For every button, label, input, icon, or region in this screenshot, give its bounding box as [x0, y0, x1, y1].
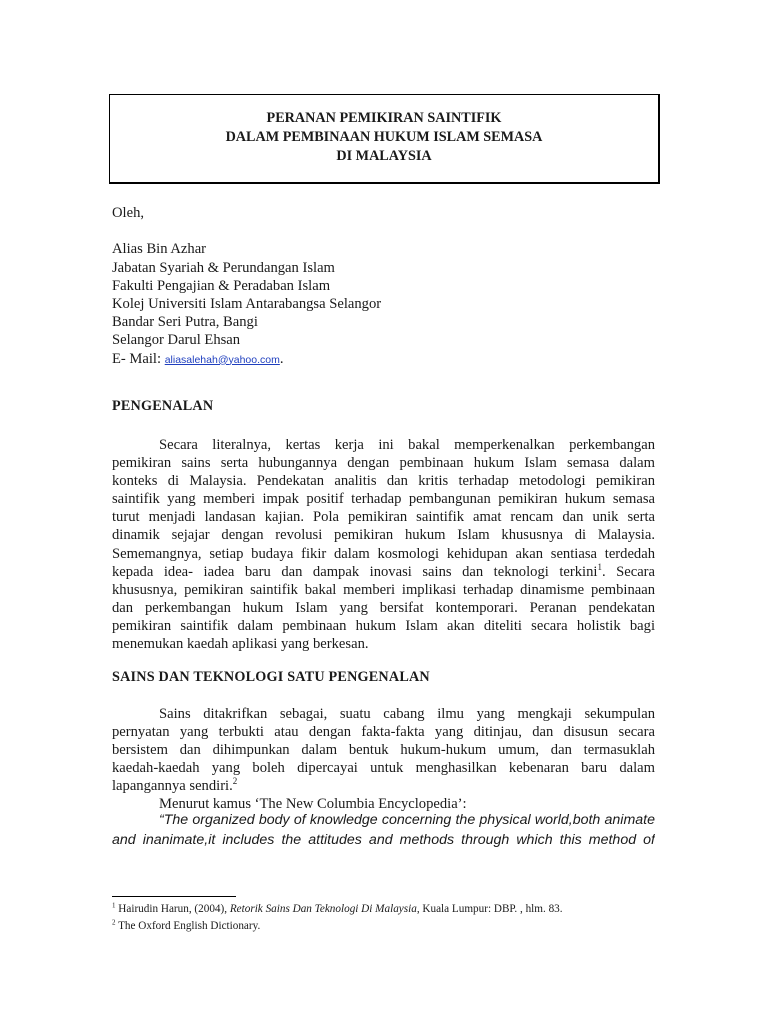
by-label: Oleh,	[112, 205, 145, 221]
text-line	[112, 777, 655, 795]
text-line	[112, 563, 655, 581]
text-line: dinamik sejajar dengan revolusi pemikiran hukum Islam khususnya di Malaysia.	[112, 527, 655, 544]
email-line	[112, 350, 672, 369]
paragraph-intro	[112, 436, 655, 653]
email-suffix: .	[279, 350, 284, 367]
text-fragment: . Secara	[601, 563, 655, 580]
quote-line: “The organized body of knowledge concerning the physical world,both animate	[159, 812, 655, 828]
text-line: Sememangnya, setiap budaya fikir dalam kosmologi kehidupan akan sentiasa terdedah	[112, 545, 655, 562]
text-line: dan perkembangan hukum Islam yang bersifat kontemporari. Peranan pendekatan	[112, 599, 655, 616]
author-block	[112, 204, 672, 369]
email-link[interactable]: aliasalehah@yahoo.com	[164, 353, 280, 366]
footnotes	[112, 901, 672, 934]
text-line-kamus: Menurut kamus ‘The New Columbia Encyclopedia’:	[159, 796, 467, 813]
footnote-text: , Kuala Lumpur: DBP. , hlm. 83.	[416, 903, 563, 915]
footnote-separator	[112, 896, 236, 897]
author-name: Alias Bin Azhar	[112, 241, 207, 258]
heading-pengenalan: PENGENALAN	[112, 398, 214, 414]
text-line: konteks di Malaysia. Pendekatan analitis dan kritis terhadap metodologi pemikiran	[112, 473, 655, 490]
heading-sains-teknologi: SAINS DAN TEKNOLOGI SATU PENGENALAN	[112, 669, 430, 685]
text-line: pemikiran saintifik dalam pembinaan hukum Islam akan diteliti secara holistik bagi	[112, 617, 655, 634]
text-line: kaedah-kaedah yang boleh dipercayai untuk menghasilkan kebenaran baru dalam	[112, 760, 655, 777]
text-line: saintifik yang memberi impak positif terhadap pembangunan pemikiran hukum semasa	[112, 491, 655, 508]
title-line-2: DALAM PEMBINAAN HUKUM ISLAM SEMASA	[225, 129, 543, 145]
footnote-text: The Oxford English Dictionary.	[115, 919, 261, 932]
text-line: pernyatan yang terbukti atau dengan fakta-fakta yang ditinjau, dan disusun secara	[112, 724, 655, 741]
footnote-ref-2[interactable]: 2	[232, 777, 238, 787]
title-line-3: DI MALAYSIA	[336, 148, 432, 164]
footnote-2	[112, 918, 672, 935]
text-line: Secara literalnya, kertas kerja ini bakal memperkenalkan perkembangan	[159, 437, 655, 453]
text-line: pemikiran sains serta hubungannya dengan pembinaan hukum Islam semasa dalam	[112, 455, 655, 472]
title-box	[109, 94, 660, 184]
email-label: E- Mail:	[112, 350, 165, 367]
author-faculty: Fakulti Pengajian & Peradaban Islam	[112, 277, 331, 294]
text-line: bersistem dan dihimpunkan dalam bentuk hukum-hukum umum, dan termasuklah	[112, 742, 655, 759]
text-line: khususnya, pemikiran saintifik bakal memberi implikasi terhadap dinamisme pembinaan	[112, 581, 655, 598]
footnote-number: 1	[112, 901, 116, 910]
author-town: Bandar Seri Putra, Bangi	[112, 314, 258, 331]
footnote-1	[112, 901, 672, 918]
footnote-text: Hairudin Harun, (2004),	[115, 903, 230, 915]
paragraph-sains	[112, 705, 655, 814]
text-fragment: lapangannya sendiri.	[112, 778, 233, 795]
footnote-title: Retorik Sains Dan Teknologi Di Malaysia	[229, 903, 417, 915]
author-college: Kolej Universiti Islam Antarabangsa Selangor	[112, 296, 382, 312]
footnote-number: 2	[112, 917, 116, 926]
text-line: Sains ditakrifkan sebagai, suatu cabang ilmu yang mengkaji sekumpulan	[159, 706, 655, 722]
author-department: Jabatan Syariah & Perundangan Islam	[112, 259, 335, 276]
text-fragment: kepada idea- iadea baru dan dampak inovasi sains dan teknologi terkini	[112, 563, 598, 580]
footnote-ref-1[interactable]: 1	[597, 562, 602, 572]
quote-block	[112, 811, 655, 850]
quote-line: and inanimate,it includes the attitudes and methods through which this method of	[112, 831, 655, 848]
text-line: menemukan kaedah aplikasi yang berkesan.	[112, 636, 369, 653]
title-line-1: PERANAN PEMIKIRAN SAINTIFIK	[266, 110, 502, 126]
author-state: Selangor Darul Ehsan	[112, 332, 241, 349]
text-line: turut menjadi landasan kajian. Pola pemikiran saintifik amat rencam dan unik serta	[112, 509, 655, 526]
